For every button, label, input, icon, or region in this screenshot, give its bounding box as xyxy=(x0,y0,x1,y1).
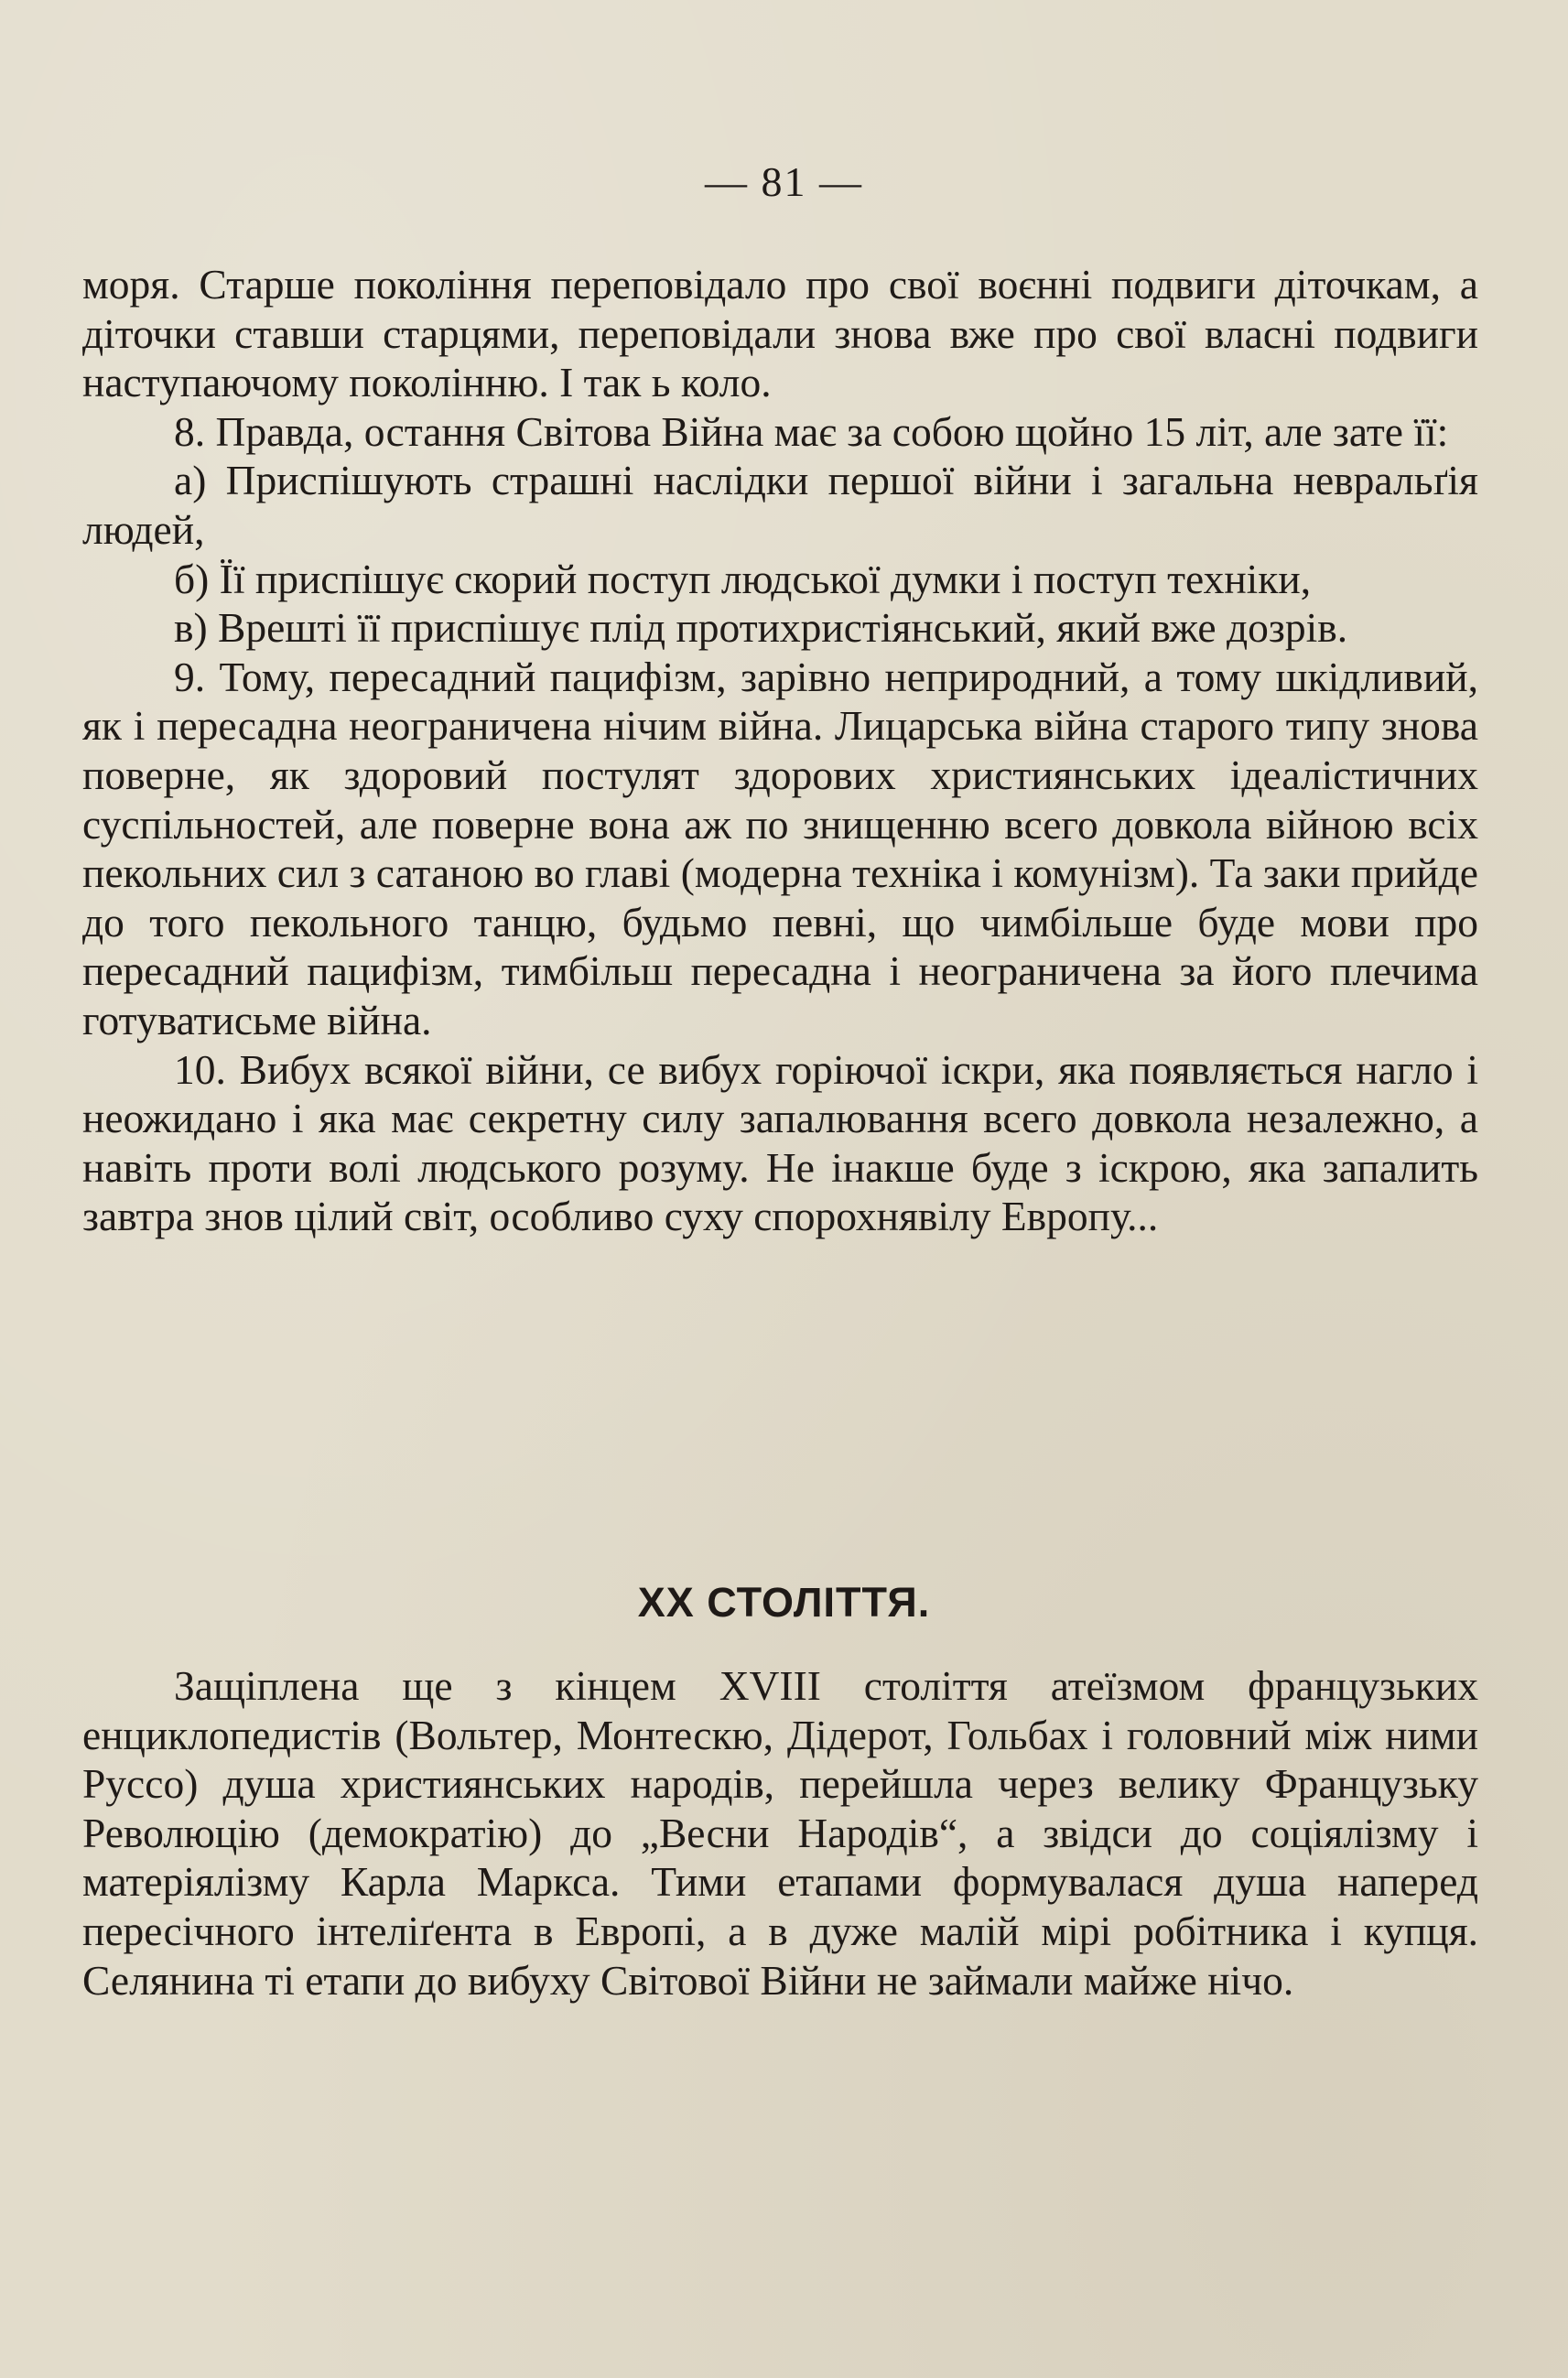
paragraph-item-8c: в) Врешті її приспішує плід протихристіянський, який вже дозрів. xyxy=(174,604,1348,652)
page-number: — 81 — xyxy=(705,158,863,205)
paragraph-item-9: 9. Тому, пересадний пацифізм, зарівно неприродний, а тому шкідливий, як і пересадна неограничена нічим війна. Лицарська війна старого типу знова поверне, як здоровий постулят здорових християнських ідеалістичних суспільностей, але поверне вона аж по знищенню всего довкола війною всіх пекольних сил з сатаною во главі (модерна техніка і комунізм). Та заки прийде до того пекольного танцю, будьмо певні, що чимбільше буде мови про пересадний пацифізм, тимбільш пересадна і неограничена за його плечима готуватисьме війна. xyxy=(82,653,1478,1043)
body-text xyxy=(82,260,1478,1241)
section-body-text xyxy=(82,1661,1478,2005)
section-heading: XX СТОЛІТТЯ. xyxy=(637,1579,931,1626)
paragraph-continuation: моря. Старше покоління переповідало про свої воєнні подвиги діточкам, а діточки ставши старцями, переповідали знова вже про свої власні подвиги наступаючому поколінню. І так ь коло. xyxy=(82,261,1478,406)
paragraph-item-8a: а) Приспішують страшні наслідки першої війни і загальна невральґія людей, xyxy=(82,457,1478,553)
section-paragraph: Защіплена ще з кінцем XVIII століття атеїзмом французьких енциклопедистів (Вольтер, Монтескю, Дідерот, Гольбах і головний між ними Руссо) душа християнських народів, перейшла через велику Французьку Революцію (демократію) до „Весни Народів“, а звідси до соціялізму і матеріялізму Карла Маркса. Тими етапами формувалася душа наперед пересічного інтеліґента в Европі, а в дуже малій мірі робітника і купця. Селянина ті етапи до вибуху Світової Війни не займали майже нічо. xyxy=(82,1662,1478,2004)
paragraph-item-8b: б) Її приспішує скорий поступ людської думки і поступ техніки, xyxy=(174,555,1312,602)
paragraph-item-10: 10. Вибух всякої війни, се вибух горіючої іскри, яка появляється нагло і неожидано і яка має секретну силу запалювання всего довкола незалежно, а навіть проти волі людського розуму. Не інакше буде з іскрою, яка запалить завтра знов цілий світ, особливо суху спорохнявілу Европу... xyxy=(82,1045,1478,1240)
paragraph-item-8: 8. Правда, остання Світова Війна має за собою щойно 15 літ, але зате її: xyxy=(174,407,1449,455)
